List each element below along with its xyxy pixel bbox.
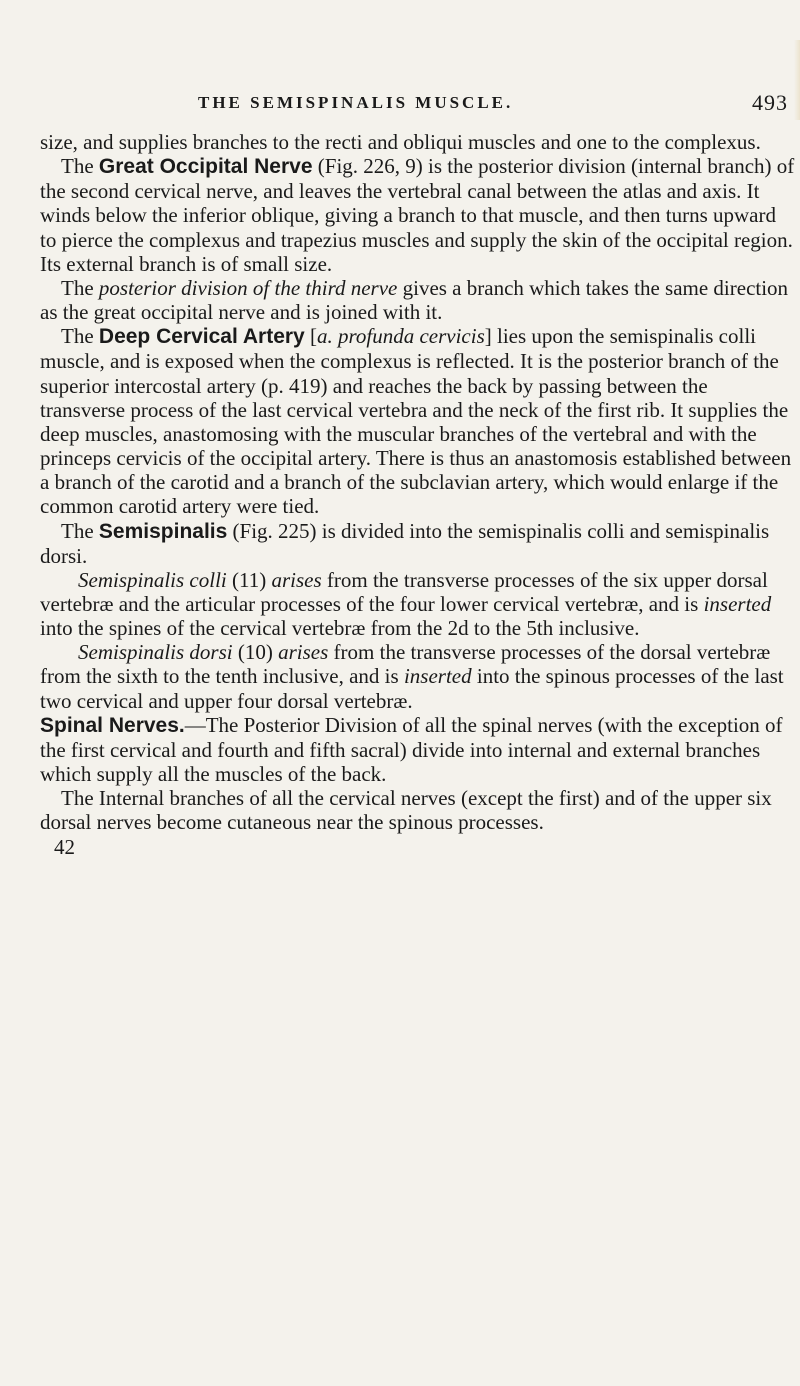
paragraph-deep-cervical-artery: [40, 324, 795, 518]
page-body: [40, 130, 795, 859]
figure-ref: (11): [226, 567, 272, 592]
paragraph-text: —The Posterior Division of all the spinal nerves (with the exception of the first cervical and fourth and fifth sacral) divide into internal and external branches which supply all the muscles of the back.: [40, 712, 783, 787]
italic-term: posterior division of the third nerve: [98, 275, 398, 300]
paragraph-internal-branches: [40, 786, 795, 834]
latin-term: a. profunda cervicis: [316, 324, 485, 349]
paragraph-lead: The: [61, 518, 99, 543]
paragraph-text: size, and supplies branches to the recti and obliqui muscles and one to the complexus.: [40, 130, 761, 154]
paragraph-semispinalis: [40, 519, 795, 568]
paragraph-spinal-nerves: [40, 713, 795, 786]
italic-term: arises: [271, 567, 322, 592]
italic-term: inserted: [703, 591, 772, 616]
paragraph-text: lies upon the semispinalis colli muscle, and is exposed when the complexus is reflected. It is the posterior branch of the superior intercostal artery (p. 419) and reaches the back by passing between the transverse process of the last cervical vertebra and the neck of the first rib. It supplies the deep muscles, anastomosing with the muscular branches of the vertebral and with the princeps cervicis of the occipital artery. There is thus an anastomosis established between a branch of the carotid and a branch of the subclavian artery, which would enlarge if the common carotid artery were tied.: [40, 324, 792, 519]
paragraph-text: from the transverse processes of the dorsal vertebræ from the sixth to the tenth inclusive, and is: [40, 640, 771, 689]
paragraph-text: into the spinous processes of the last two cervical and upper four dorsal vertebræ.: [40, 664, 784, 713]
paragraph-text: (Fig. 225) is divided into the semispinalis colli and semispinalis dorsi.: [40, 518, 770, 568]
paragraph-lead: The: [61, 324, 99, 349]
signature-mark: [40, 835, 795, 859]
page-edge-shading: [794, 40, 800, 120]
bracket-close: ]: [484, 324, 492, 349]
section-heading: Semispinalis: [98, 519, 228, 543]
running-header: [198, 90, 788, 123]
paragraph-semispinalis-dorsi: [40, 640, 795, 712]
section-heading: Great Occipital Nerve: [98, 155, 313, 179]
paragraph-text: into the spines of the cervical vertebræ from the 2d to the 5th inclusive.: [40, 616, 640, 641]
italic-term: Semispinalis colli: [78, 567, 227, 592]
figure-ref: (10): [232, 640, 279, 665]
paragraph-great-occipital-nerve: [40, 154, 795, 276]
italic-term: inserted: [403, 664, 472, 689]
paragraph-text: The Internal branches of all the cervical nerves (except the first) and of the upper six dorsal nerves become cutaneous near the spinous processes.: [40, 786, 772, 835]
paragraph-text: (Fig. 226, 9) is the posterior division (internal branch) of the second cervical nerve, and leaves the vertebral canal between the atlas and axis. It winds below the inferior oblique, giving a branch to that muscle, and then turns upward to pierce the complexus and trapezius muscles and supply the skin of the occipital region. Its external branch is of small size.: [40, 154, 795, 276]
paragraph-semispinalis-colli: [40, 568, 795, 640]
section-heading: Spinal Nerves.: [40, 713, 185, 737]
paragraph-lead: The: [61, 275, 99, 300]
paragraph-text: gives a branch which takes the same direction as the great occipital nerve and is joined with it.: [40, 275, 789, 325]
folio-number: 42: [54, 834, 75, 859]
paragraph-text: from the transverse processes of the six upper dorsal vertebræ and the articular processes of the four lower cervical vertebræ, and is: [40, 567, 768, 616]
running-title: THE SEMISPINALIS MUSCLE.: [198, 93, 514, 112]
bracket-open: [: [304, 324, 317, 349]
paragraph-lead: The: [61, 154, 99, 179]
paragraph-third-nerve: [40, 276, 795, 324]
italic-term: arises: [278, 640, 329, 665]
italic-term: Semispinalis dorsi: [78, 640, 233, 665]
page-number: 493: [752, 90, 788, 115]
section-heading: Deep Cervical Artery: [98, 325, 305, 349]
paragraph-continuation: [40, 130, 795, 154]
